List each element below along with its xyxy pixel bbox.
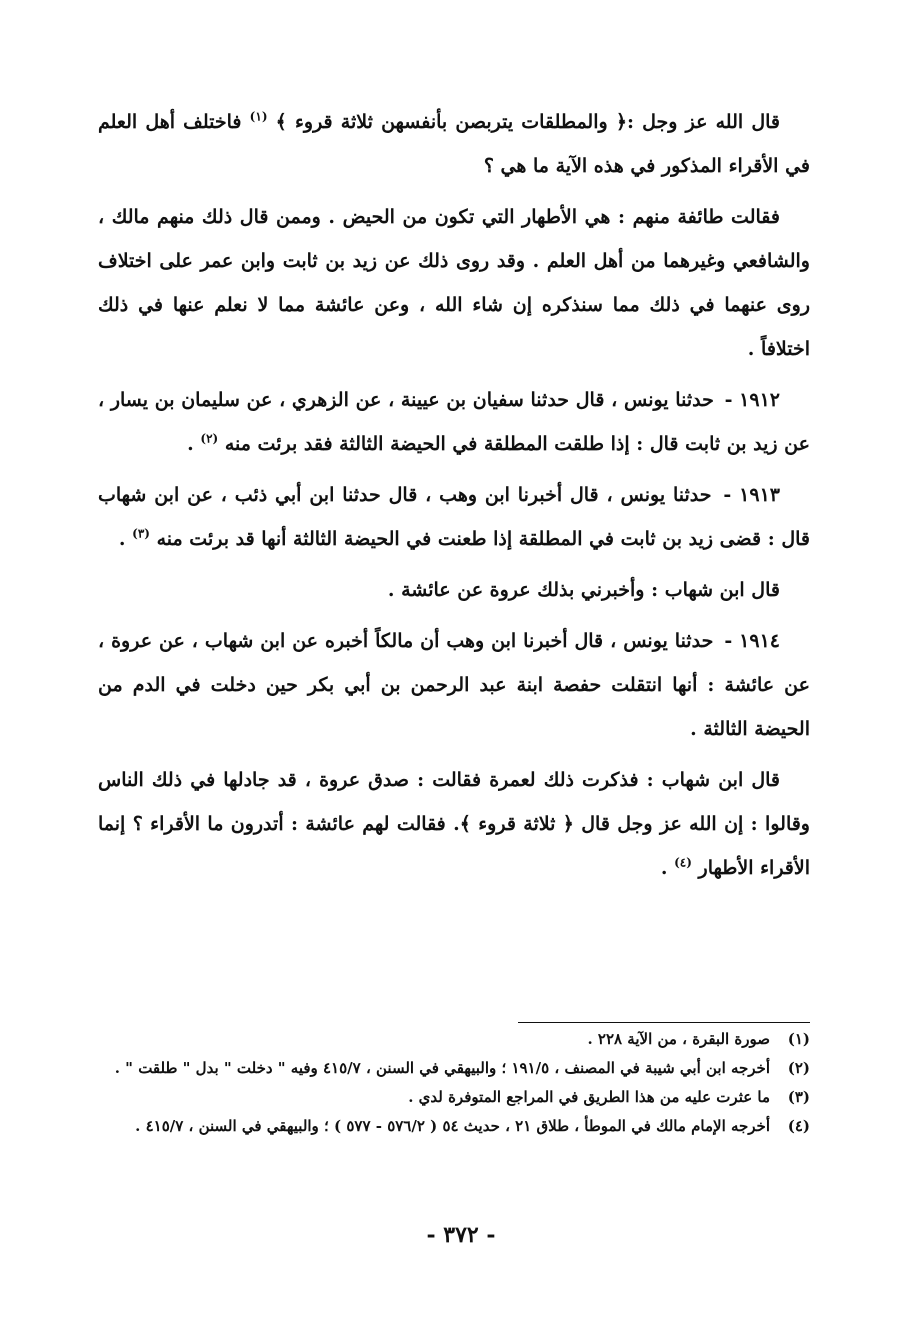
footnote-2: (٢) أخرجه ابن أبي شيبة في المصنف ، ١٩١/٥ ؛ والبيهقي في السنن ، ٤١٥/٧ وفيه " دخلت " بدل " طلقت " . (114, 1059, 810, 1077)
main-text (98, 100, 810, 890)
paragraph-2: فقالت طائفة منهم : هي الأطهار التي تكون من الحيض . وممن قال ذلك منهم مالك ، والشافعي وغيرهما من أهل العلم . وقد روى ذلك عن زيد بن ثابت وابن عمر على اختلاف روى عنهما في ذلك مما سنذكره إن شاء الله ، وعن عائشة مما لا نعلم عنها في ذلك اختلافاً . (98, 206, 810, 360)
footnote-3: (٣) ما عثرت عليه من هذا الطريق في المراجع المتوفرة لدي . (408, 1088, 810, 1106)
hadith-number: ١٩١٢ - (724, 389, 780, 411)
hadith-number: ١٩١٣ - (723, 484, 780, 506)
hadith-1913: ١٩١٣ - حدثنا يونس ، قال أخبرنا ابن وهب ، قال حدثنا ابن أبي ذئب ، عن ابن شهاب قال : قضى زيد بن ثابت في المطلقة إذا طعنت في الحيضة الثالثة أنها قد برئت منه $^{(٣)}$ . (98, 484, 810, 550)
hadith-1914: ١٩١٤ - حدثنا يونس ، قال أخبرنا ابن وهب أن مالكاً أخبره عن ابن شهاب ، عن عروة ، عن عائشة : أنها انتقلت حفصة ابنة عبد الرحمن بن أبي بكر حين دخلت في الدم من الحيضة الثالثة . (98, 630, 810, 740)
footnote-1: (١) صورة البقرة ، من الآية ٢٢٨ . (587, 1030, 810, 1048)
footnote-ref-2[interactable]: (٢) (200, 431, 219, 446)
paragraph-ibn-shihab-2: قال ابن شهاب : فذكرت ذلك لعمرة فقالت : صدق عروة ، قد جادلها في ذلك الناس وقالوا : إن الله عز وجل قال ﴿ ثلاثة قروء ﴾. فقالت لهم عائشة : أتدرون ما الأقراء ؟ إنما الأقراء الأطهار $^{(٤)}$ . (98, 769, 810, 879)
footnote-4: (٤) أخرجه الإمام مالك في الموطأ ، طلاق ٢١ ، حديث ٥٤ ( ٥٧٦/٢ - ٥٧٧ ) ؛ والبيهقي في السنن ، ٤١٥/٧ . (135, 1117, 810, 1135)
paragraph-1: قال الله عز وجل :﴿ والمطلقات يتربصن بأنفسهن ثلاثة قروء ﴾ $^{(١)}$ فاختلف أهل العلم في الأقراء المذكور في هذه الآية ما هي ؟ (98, 109, 810, 177)
footnote-ref-1[interactable]: (١) (249, 109, 268, 124)
hadith-number: ١٩١٤ - (724, 630, 780, 652)
footnote-ref-3[interactable]: (٣) (132, 526, 150, 541)
footnotes (98, 1022, 810, 1141)
footnote-ref-4[interactable]: (٤) (674, 855, 692, 870)
footnote-divider (518, 1022, 810, 1023)
paragraph-ibn-shihab-1: قال ابن شهاب : وأخبرني بذلك عروة عن عائشة . (387, 579, 780, 601)
page-number: - ٣٧٢ - (426, 1222, 496, 1248)
hadith-1912: ١٩١٢ - حدثنا يونس ، قال حدثنا سفيان بن عيينة ، عن الزهري ، عن سليمان بن يسار ، عن زيد بن ثابت قال : إذا طلقت المطلقة في الحيضة الثالثة فقد برئت منه $^{(٢)}$ . (98, 389, 810, 455)
